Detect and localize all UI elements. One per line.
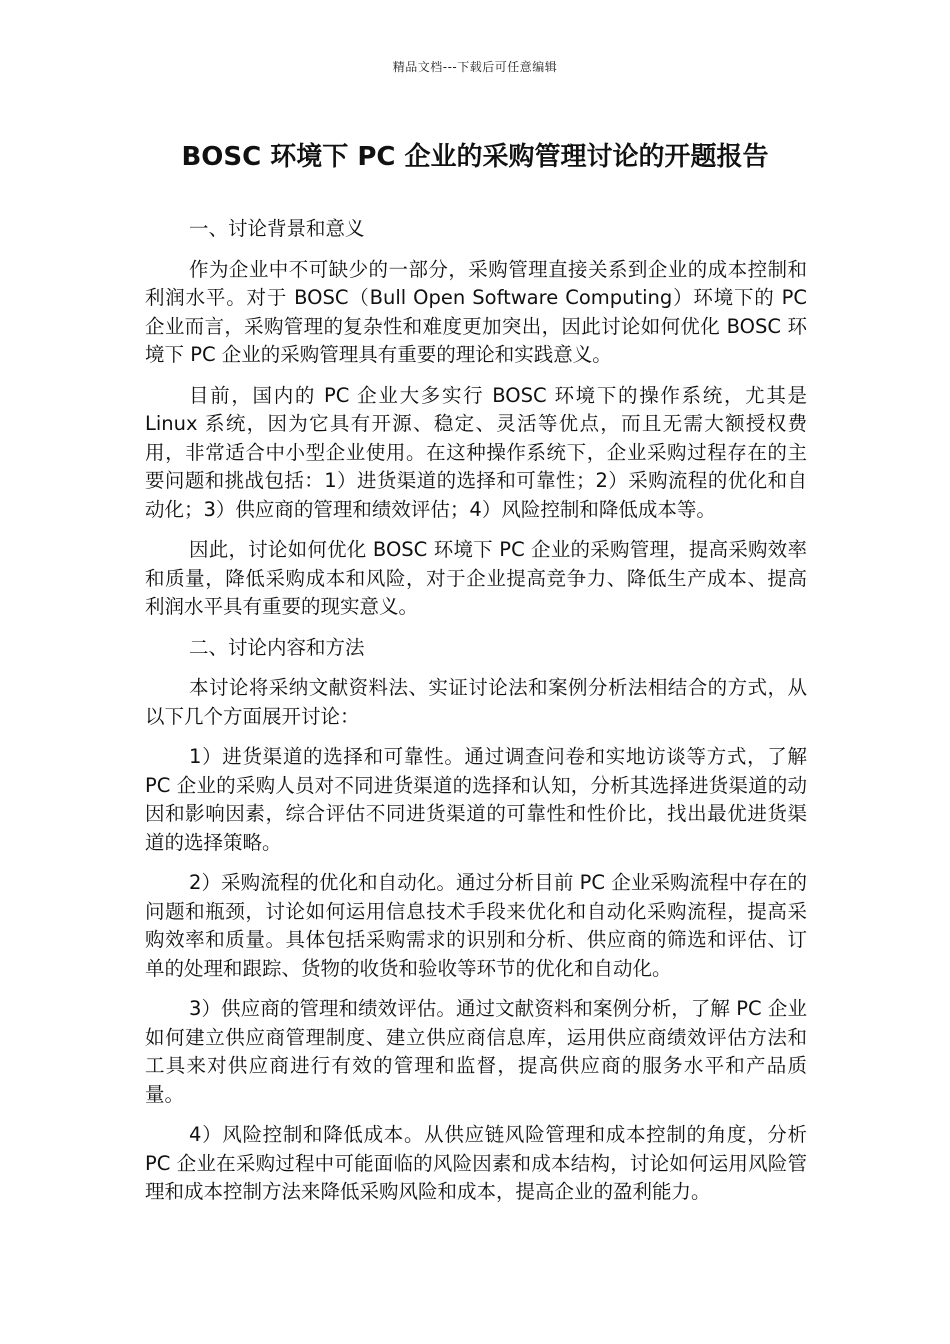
paragraph-item-1: 1）进货渠道的选择和可靠性。通过调查问卷和实地访谈等方式，了解 PC 企业的采购人员对不同进货渠道的选择和认知，分析其选择进货渠道的动因和影响因素，综合评估不同进货渠道的可靠性和性价比，找出最优进货渠道的选择策略。 bbox=[145, 745, 807, 854]
section-heading-content-methods: 二、讨论内容和方法 bbox=[189, 635, 365, 659]
paragraph-item-4: 4）风险控制和降低成本。从供应链风险管理和成本控制的角度，分析 PC 企业在采购过程中可能面临的风险因素和成本结构，讨论如何运用风险管理和成本控制方法来降低采购风险和成本，提高企业的盈利能力。 bbox=[145, 1123, 807, 1203]
header-watermark: 精品文档---下载后可任意编辑 bbox=[392, 60, 558, 74]
page-title: BOSC 环境下 PC 企业的采购管理讨论的开题报告 bbox=[181, 142, 769, 172]
paragraph-current-status: 目前，国内的 PC 企业大多实行 BOSC 环境下的操作系统，尤其是 Linux 系统，因为它具有开源、稳定、灵活等优点，而且无需大额授权费用，非常适合中小型企业使用。在这种操作系统下，企业采购过程存在的主要问题和挑战包括：1）进货渠道的选择和可靠性；2）采购流程的优化和自动化；3）供应商的管理和绩效评估；4）风险控制和降低成本等。 bbox=[145, 383, 807, 521]
paragraph-significance: 因此，讨论如何优化 BOSC 环境下 PC 企业的采购管理，提高采购效率和质量，降低采购成本和风险，对于企业提高竞争力、降低生产成本、提高利润水平具有重要的现实意义。 bbox=[145, 538, 807, 618]
paragraph-item-3: 3）供应商的管理和绩效评估。通过文献资料和案例分析，了解 PC 企业如何建立供应商管理制度、建立供应商信息库，运用供应商绩效评估方法和工具来对供应商进行有效的管理和监督，提高供应商的服务水平和产品质量。 bbox=[145, 997, 807, 1106]
section-heading-background: 一、讨论背景和意义 bbox=[189, 217, 365, 240]
document-body bbox=[145, 215, 807, 1219]
paragraph-intro: 作为企业中不可缺少的一部分，采购管理直接关系到企业的成本控制和利润水平。对于 BOSC（Bull Open Software Computing）环境下的 PC 企业而言，采购管理的复杂性和难度更加突出，因此讨论如何优化 BOSC 环境下 PC 企业的采购管理具有重要的理论和实践意义。 bbox=[145, 257, 807, 366]
paragraph-methods: 本讨论将采纳文献资料法、实证讨论法和案例分析法相结合的方式，从以下几个方面展开讨论： bbox=[145, 676, 807, 728]
paragraph-item-2: 2）采购流程的优化和自动化。通过分析目前 PC 企业采购流程中存在的问题和瓶颈，讨论如何运用信息技术手段来优化和自动化采购流程，提高采购效率和质量。具体包括采购需求的识别和分析、供应商的筛选和评估、订单的处理和跟踪、货物的收货和验收等环节的优化和自动化。 bbox=[145, 871, 807, 980]
